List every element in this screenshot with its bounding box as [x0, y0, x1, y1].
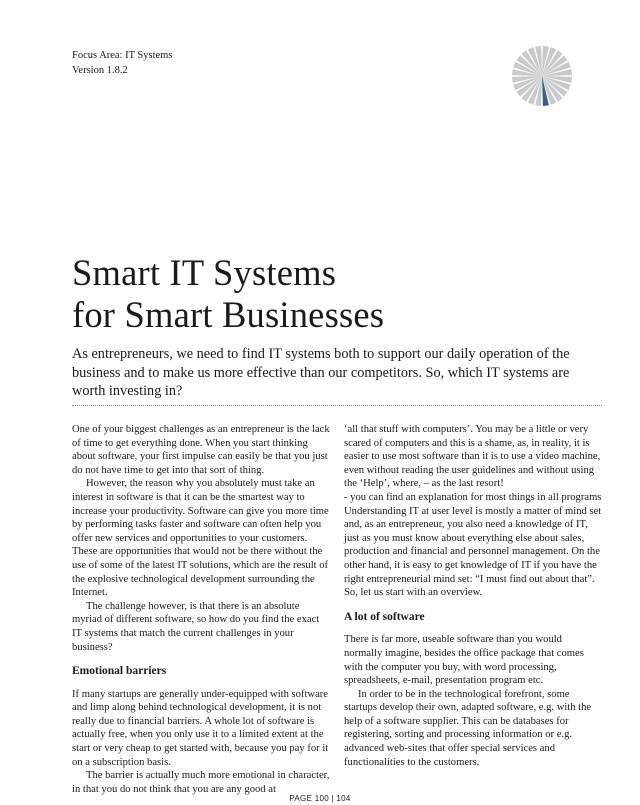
section-heading: A lot of software — [344, 610, 425, 623]
document-meta — [72, 48, 172, 78]
segmented-circle-logo-icon — [511, 45, 573, 107]
lead-paragraph: As entrepreneurs, we need to find IT systems both to support our daily operation of the business and to make us more effective than our competitors. So, which IT systems are worth investing in? — [72, 346, 570, 399]
text-column-left — [72, 423, 330, 796]
body-paragraph: In order to be in the technological forefront, some startups develop their own, adapted software, e.g. with the help of a software supplier. This can be databases for registering, sorting and processing information or e.g. advanced web-sites that offer special services and functionalities to the customers. — [344, 688, 592, 768]
page-number: PAGE 100 | 104 — [289, 794, 351, 803]
body-paragraph: One of your biggest challenges as an entrepreneur is the lack of time to get everything done. When you start thinking about software, your first impulse can easily be that you just do not have time to get into that sort of thing. — [72, 424, 330, 476]
title-line-1: Smart IT Systems — [72, 252, 337, 293]
body-paragraph: - you can find an explanation for most things in all programs — [344, 491, 602, 503]
body-paragraph: Understanding IT at user level is mostly a matter of mind set and, as an entrepreneur, you also need a knowledge of IT, just as you must know about everything else about sales, production and financial and personnel management. On the other hand, it is easy to get knowledge of IT if you have the right entrepreneurial mind set: “I must find out about that”. So, let us start with an overview. — [344, 505, 602, 599]
title-line-2: for Smart Businesses — [72, 294, 385, 335]
body-paragraph: However, the reason why you absolutely must take an interest in software is that it can be the smartest way to increase your productivity. Software can give you more time by performing tasks faster and software can often help you offer new services and opportunities to your customers. These are opportunities that would not be there without the use of some of the latest IT solutions, which are the result of the explosive technological development surrounding the Internet. — [72, 478, 329, 599]
section-divider — [72, 405, 602, 406]
section-heading: Emotional barriers — [72, 665, 167, 678]
version-label: Version 1.8.2 — [72, 65, 128, 76]
body-paragraph: The challenge however, is that there is an absolute myriad of different software, so how do you find the exact IT systems that match the current challenges in your business? — [72, 600, 320, 653]
body-paragraph: The barrier is actually much more emotional in character, in that you do not think that you are any good at — [72, 770, 330, 795]
body-paragraph: If many startups are generally under-equipped with software and limp along behind technological development, it is not really due to financial barriers. A whole lot of software is actually free, when you only use it to a limited extent at the start or very cheap to get started with, because you pay for it on a subscription basis. — [72, 688, 329, 768]
body-paragraph: ‘all that stuff with computers’. You may be a little or very scared of computers and this is a shame, as, in reality, it is easier to use most software than it is to use a video machine, even without reading the user guidelines and without using the ‘Help’, where, – as the last resort! — [344, 424, 601, 490]
focus-area-label: Focus Area: IT Systems — [72, 50, 173, 61]
body-paragraph: There is far more, useable software than you would normally imagine, besides the office package that comes with the computer you buy, with word processing, spreadsheets, e-mail, presentation program etc. — [344, 634, 584, 687]
page-title — [72, 252, 384, 336]
text-column-right — [344, 423, 602, 769]
